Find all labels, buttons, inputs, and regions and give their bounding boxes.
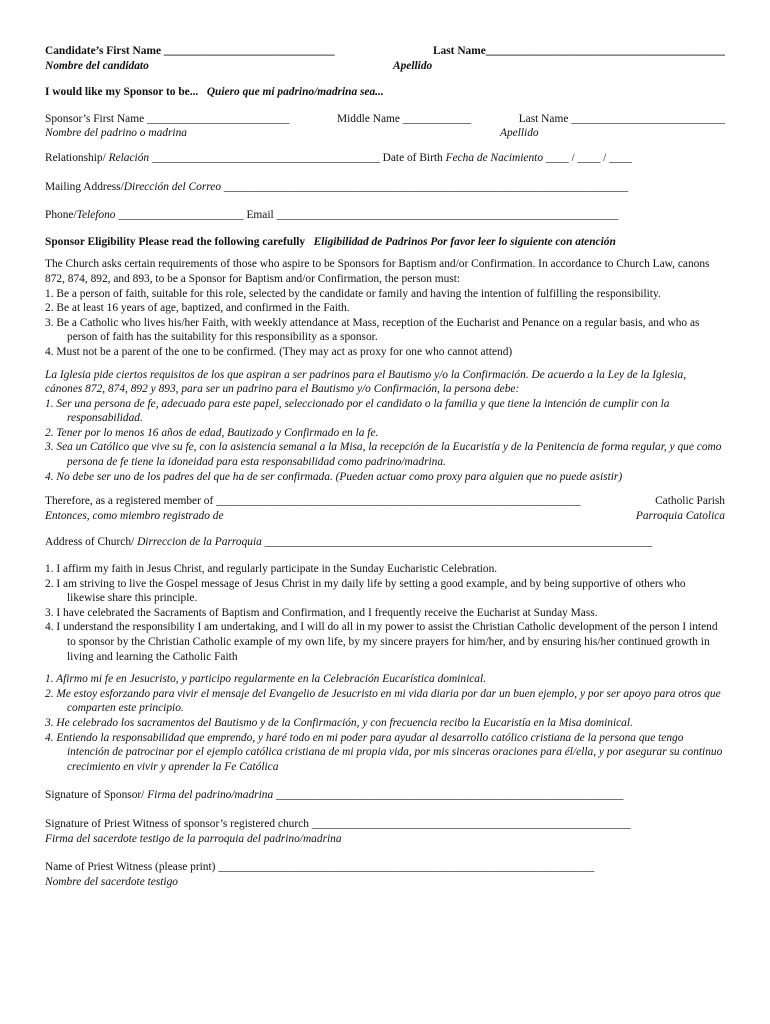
dob-label-es: Fecha de Nacimiento	[445, 151, 544, 164]
sponsor-name-labels-es	[45, 126, 725, 141]
candidate-name-row	[45, 44, 725, 59]
affirmation-item-es: 4. Entiendo la responsabilidad que emprendo, y haré todo en mi poder para ayudar al desarrollo católico cristiana de la persona que tengo intención de patrocinar por el ejemplo católica cristiana de mi propia vida, por mis sinceras oraciones para él/ella, y por asegurar su continuo crecimiento en vivir y aprender la Fe Católica	[45, 731, 723, 773]
parish-suffix-es: Parroquia Catolica	[635, 509, 725, 522]
affirmation-item-es: 2. Me estoy esforzando para vivir el mensaje del Evangelio de Jesucristo en mi vida diaria por dar un buen ejemplo, y por ser apoyo para otros que comparten este principio.	[45, 687, 721, 715]
sponsor-first-name-field[interactable]: Sponsor’s First Name _________________________	[45, 112, 290, 125]
sponsor-name-row	[45, 112, 725, 127]
sponsor-signature-label-es: Firma del padrino/madrina	[147, 789, 274, 802]
church-address-label-es: Dirreccion de la Parroquia	[137, 536, 262, 549]
eligibility-intro: The Church asks certain requirements of those who aspire to be Sponsors for Baptism and/or Confirmation. In accordance to Church Law, canons 872, 874, 892, and 893, to be a Sponsor for Baptism and/or Confirmation, the person must:	[45, 258, 710, 285]
sponsor-middle-name-field[interactable]: Middle Name ____________	[336, 112, 472, 125]
candidate-first-name-label-es: Nombre del candidato	[45, 59, 149, 72]
church-address-row	[45, 535, 725, 550]
eligibility-item: 1. Be a person of faith, suitable for this role, selected by the candidate or family and having the intention of fulfilling the responsibility.	[45, 287, 661, 300]
sponsor-signature-label: Signature of Sponsor/	[45, 789, 145, 802]
eligibility-item: 4. Must not be a parent of the one to be confirmed. (They may act as proxy for one who cannot attend)	[45, 345, 513, 358]
sponsor-first-name-label-es: Nombre del padrino o madrina	[45, 127, 187, 140]
eligibility-item-es: 2. Tener por lo menos 16 años de edad, Bautizado y Confirmado en la fe.	[45, 426, 379, 439]
eligibility-intro-es: La Iglesia pide ciertos requisitos de los que aspiran a ser padrinos para el Bautismo y/o la Confirmación. De acuerdo a la Ley de la Iglesia, cánones 872, 874, 892 y 893, para ser un padrino para el Bautismo y/o Confirmación, la persona debe:	[45, 368, 687, 396]
mailing-address-label-es: Dirección del Correo	[123, 180, 222, 193]
eligibility-title: Sponsor Eligibility Please read the following carefully	[45, 235, 306, 248]
relationship-row	[45, 151, 725, 166]
priest-name-label-es: Nombre del sacerdote testigo	[45, 875, 178, 888]
mailing-address-row	[45, 180, 725, 195]
affirmation-item: 4. I understand the responsibility I am undertaking, and I will do all in my power to assist the Christian Catholic development of the person I intend to sponsor by the Christian Catholic example of my own life, by my sincere prayers for him/her, and by ensuring his/her continued growth in living and learning the Catholic Faith	[45, 621, 718, 663]
dob-label: Date of Birth	[382, 151, 443, 164]
candidate-first-name-field[interactable]: Candidate’s First Name ______________________________	[45, 45, 335, 57]
sponsor-signature-row	[45, 788, 725, 803]
relationship-label-es: Relación	[108, 151, 150, 164]
eligibility-heading	[45, 235, 725, 250]
candidate-name-labels-es	[45, 59, 725, 74]
eligibility-item-es: 4. No debe ser uno de los padres del que ha de ser confirmada. (Pueden actuar como proxy para alguien que no puede asistir)	[45, 470, 623, 483]
affirmation-item: 2. I am striving to live the Gospel message of Jesus Christ in my daily life by setting a good example, and by being supportive of others who likewise share this principle.	[45, 577, 686, 605]
priest-name-field[interactable]: __________________________________________________________________	[215, 861, 595, 874]
relationship-label: Relationship/	[45, 151, 106, 164]
parish-label-es: Entonces, como miembro registrado de	[45, 509, 224, 522]
sponsor-intro	[45, 85, 725, 100]
sponsor-intro-en: I would like my Sponsor to be...	[45, 86, 199, 99]
eligibility-item-es: 1. Ser una persona de fe, adecuado para este papel, seleccionado por el candidato o la familia y que tiene la intención de cumplir con la responsabilidad.	[45, 397, 670, 425]
mailing-address-label: Mailing Address/	[45, 180, 124, 193]
priest-signature-label: Signature of Priest Witness of sponsor’s registered church	[45, 817, 309, 830]
phone-label-es: Telefono	[76, 209, 116, 222]
candidate-last-name-field[interactable]: Last Name__________________________________________	[432, 45, 725, 57]
priest-name-label: Name of Priest Witness (please print)	[45, 861, 216, 874]
eligibility-item: 3. Be a Catholic who lives his/her Faith, with weekly attendance at Mass, reception of the Eucharist and Penance on a regular basis, and who as person of faith has the suitability for this responsibility as a sponsor.	[45, 316, 700, 344]
sponsor-signature-field[interactable]: _____________________________________________________________	[273, 789, 624, 802]
priest-signature-label-es: Firma del sacerdote testigo de la parroquia del padrino/madrina	[45, 832, 342, 845]
sponsor-form	[45, 44, 725, 889]
affirmation-item: 1. I affirm my faith in Jesus Christ, and regularly participate in the Sunday Eucharistic Celebration.	[45, 563, 498, 576]
church-address-field[interactable]: ____________________________________________________________________	[261, 536, 652, 549]
priest-signature-field[interactable]: ________________________________________________________	[308, 817, 631, 830]
church-address-label: Address of Church/	[45, 536, 135, 549]
affirmation-item: 3. I have celebrated the Sacraments of Baptism and Confirmation, and I frequently receive the Eucharist at Sunday Mass.	[45, 606, 598, 619]
mailing-address-field[interactable]: _______________________________________________________________________	[221, 180, 629, 193]
priest-name-row	[45, 860, 725, 875]
phone-email-field[interactable]: ______________________ Email ____________________________________________________________	[115, 209, 619, 222]
eligibility-item: 2. Be at least 16 years of age, baptized, and confirmed in the Faith.	[45, 302, 350, 315]
phone-email-row	[45, 208, 725, 223]
parish-field[interactable]: Therefore, as a registered member of ________________________________________________________________	[45, 495, 581, 508]
parish-row	[45, 494, 725, 509]
eligibility-item-es: 3. Sea un Católico que vive su fe, con la asistencia semanal a la Misa, la recepción de la Eucaristía y de la Penitencia de forma regular, y que como persona de fe tiene la idoneidad para esta responsabilidad como padrino/madrina.	[45, 441, 722, 469]
parish-row-es	[45, 509, 725, 524]
sponsor-intro-es: Quiero que mi padrino/madrina sea...	[206, 86, 384, 99]
phone-label: Phone/	[45, 209, 77, 222]
candidate-last-name-label-es: Apellido	[393, 59, 433, 72]
affirmation-item-es: 1. Afirmo mi fe en Jesucristo, y participo regularmente en la Celebración Eucarística dominical.	[45, 673, 486, 686]
sponsor-last-name-field[interactable]: Last Name ___________________________	[518, 112, 725, 125]
relationship-field[interactable]: ________________________________________	[149, 151, 380, 164]
priest-signature-row	[45, 817, 725, 832]
sponsor-last-name-label-es: Apellido	[500, 127, 539, 140]
eligibility-title-es: Eligibilidad de Padrinos Por favor leer lo siguiente con atención	[313, 235, 616, 248]
dob-field[interactable]: ____ / ____ / ____	[543, 151, 632, 164]
affirmation-item-es: 3. He celebrado los sacramentos del Bautismo y de la Confirmación, y con frecuencia recibo la Eucaristía en la Misa dominical.	[45, 716, 633, 729]
parish-suffix: Catholic Parish	[655, 495, 725, 508]
